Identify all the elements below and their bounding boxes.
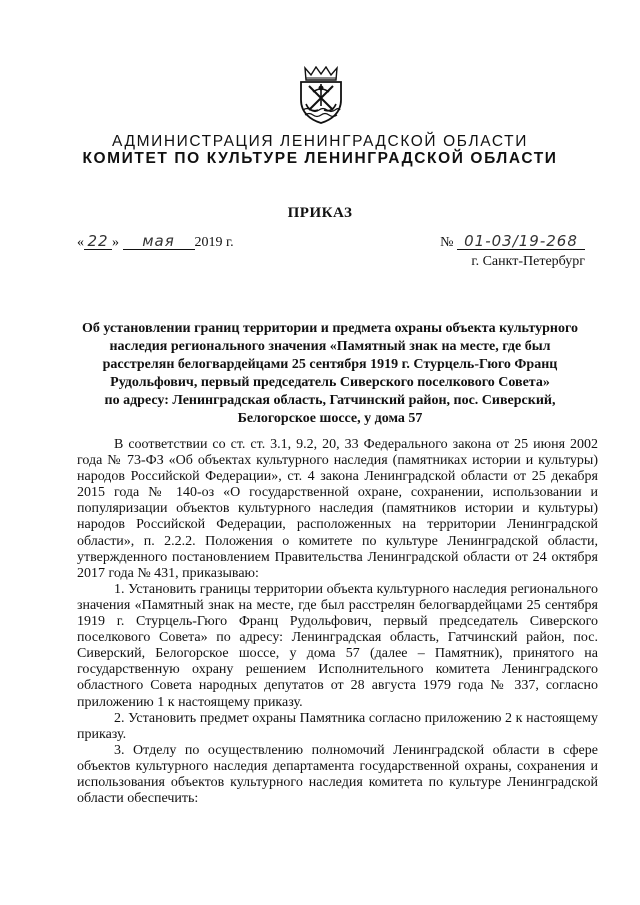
number-prefix: № <box>440 235 454 250</box>
city-label: г. Санкт-Петербург <box>471 254 585 269</box>
date-day: 22 <box>84 234 112 250</box>
heading-line: наследия регионального значения «Памятный знак на месте, где был <box>109 339 551 354</box>
heading-line: расстрелян белогвардейцами 25 сентября 1919 г. Стурцель-Гюго Франц <box>102 357 558 372</box>
number-value: 01-03/19-268 <box>457 234 585 250</box>
order-heading <box>70 320 590 428</box>
body-paragraph: 1. Установить границы территории объекта культурного наследия регионального значения «Памятный знак на месте, где был расстрелян белогвардейцами 25 сентября 1919 г. Стурцель-Гюго Франц Рудольфович, первый председатель Сиверского поселкового Совета» по адресу: Ленинградская область, Гатчинский район, пос. Сиверский, Белогорское шоссе, у дома 57 (далее – Памятник), принятого на государственную охрану решением Исполнительного комитета Ленинградского областного Совета народных депутатов от 28 августа 1979 года № 337, согласно приложению 1 к настоящему приказу. <box>77 581 598 710</box>
order-body <box>77 437 598 807</box>
heading-line: по адресу: Ленинградская область, Гатчинский район, пос. Сиверский, <box>104 393 556 408</box>
organization-name-line2: КОМИТЕТ ПО КУЛЬТУРЕ ЛЕНИНГРАДСКОЙ ОБЛАСТИ <box>82 150 558 167</box>
body-paragraph: В соответствии со ст. ст. 3.1, 9.2, 20, 33 Федерального закона от 25 июня 2002 года № 73-ФЗ «Об объектах культурного наследия (памятниках истории и культуры) народов Российской Федерации», ст. 4 закона Ленинградской области от 25 декабря 2015 года № 140-оз «О государственной охране, сохранении, использовании и популяризации объектов культурного наследия (памятников истории и культуры) народов Российской Федерации, расположенных на территории Ленинградской области», п. 2.2.2. Положения о комитете по культуре Ленинградской области, утвержденного постановлением Правительства Ленинградской области от 24 октября 2017 года № 431, приказываю: <box>77 437 598 581</box>
date-open-quote: « <box>77 235 84 250</box>
heading-line: Белогорское шоссе, у дома 57 <box>237 411 423 426</box>
heading-line: Об установлении границ территории и предмета охраны объекта культурного <box>82 321 578 336</box>
heading-line: Рудольфович, первый председатель Сиверского поселкового Совета» <box>110 375 550 390</box>
coat-of-arms-icon <box>296 66 346 124</box>
date-month: мая <box>123 234 195 250</box>
date-year: 2019 г. <box>194 235 234 250</box>
date-close-quote: » <box>112 235 119 250</box>
document-type-title: ПРИКАЗ <box>287 205 353 221</box>
body-paragraph: 2. Установить предмет охраны Памятника согласно приложению 2 к настоящему приказу. <box>77 710 598 742</box>
body-paragraph: 3. Отделу по осуществлению полномочий Ленинградской области в сфере объектов культурного наследия департамента государственной охраны, сохранения и использования объектов культурного наследия комитета по культуре Ленинградской области обеспечить: <box>77 742 598 807</box>
organization-name-line1: АДМИНИСТРАЦИЯ ЛЕНИНГРАДСКОЙ ОБЛАСТИ <box>112 133 528 150</box>
order-date <box>77 234 234 251</box>
order-number <box>440 234 585 251</box>
